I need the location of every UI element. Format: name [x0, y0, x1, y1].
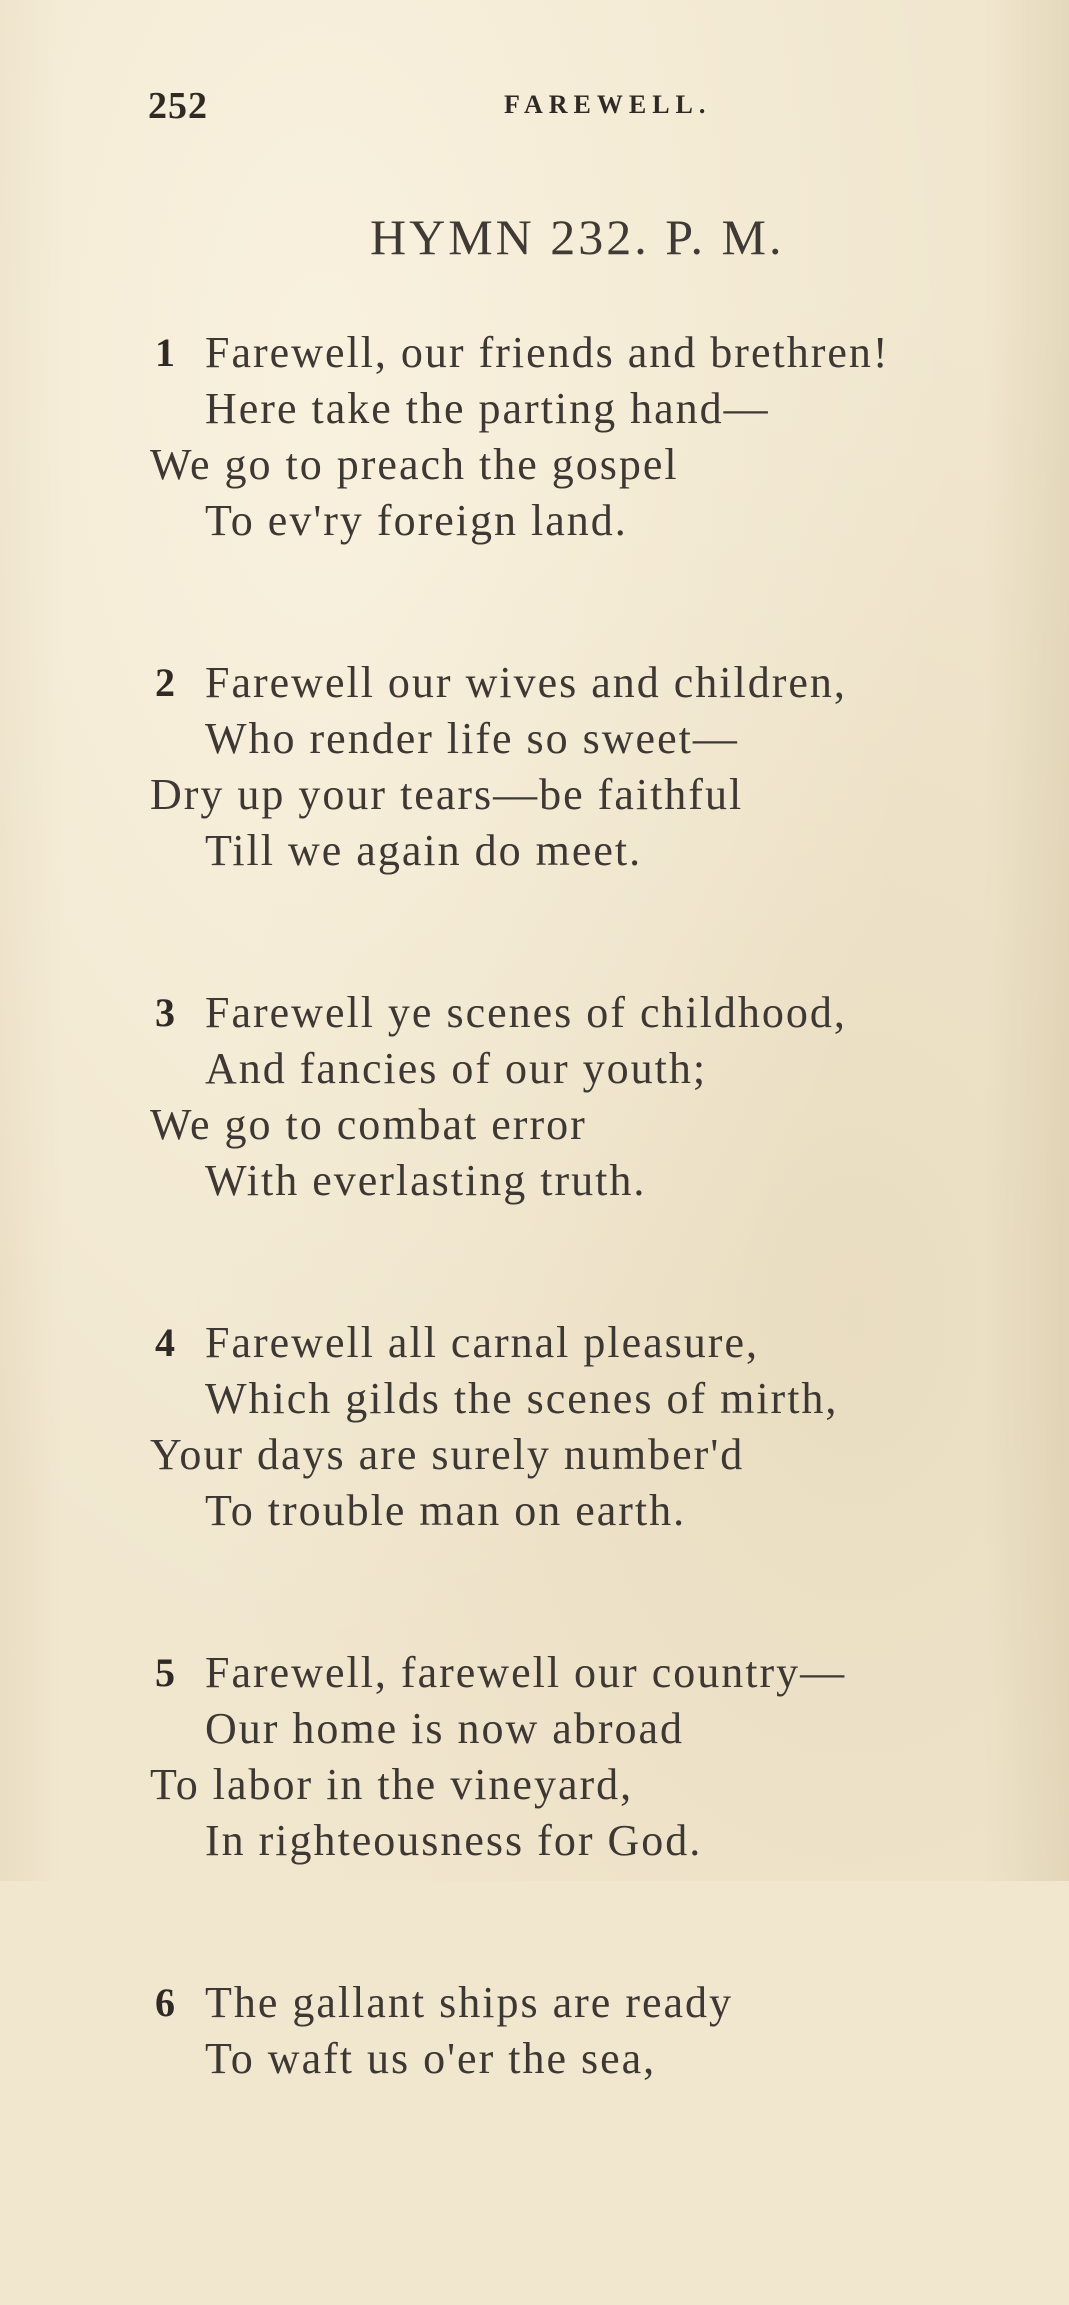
verse-4	[0, 1315, 1069, 1645]
verse-line: Farewell ye scenes of childhood,	[205, 988, 847, 1037]
verse-line: Who render life so sweet—	[205, 714, 739, 763]
page-header	[148, 84, 788, 134]
verse-line: Here take the parting hand—	[205, 384, 770, 433]
verse-1	[0, 325, 1069, 655]
verse-line: Farewell our wives and children,	[205, 658, 847, 707]
verse-number: 3	[155, 990, 175, 1035]
verse-line: The gallant ships are ready	[205, 1978, 734, 2027]
running-head: FAREWELL.	[504, 90, 712, 119]
verse-2	[0, 655, 1069, 985]
verse-line: Till we again do meet.	[205, 826, 643, 875]
verse-line: Farewell all carnal pleasure,	[205, 1318, 759, 1367]
verse-line: Dry up your tears—be faithful	[150, 770, 744, 819]
verse-line: We go to combat error	[150, 1100, 587, 1149]
verses	[0, 325, 1069, 2305]
verse-line: Farewell, our friends and brethren!	[205, 328, 890, 377]
verse-line: In righteousness for God.	[205, 1816, 703, 1865]
verse-line: To ev'ry foreign land.	[205, 496, 628, 545]
verse-number: 5	[155, 1650, 175, 1695]
verse-number: 2	[155, 660, 175, 705]
verse-number: 6	[155, 1980, 175, 2025]
verse-number: 1	[155, 330, 175, 375]
verse-line: Your days are surely number'd	[150, 1430, 745, 1479]
verse-line: To trouble man on earth.	[205, 1486, 687, 1535]
verse-line: Our home is now abroad	[205, 1704, 685, 1753]
verse-line: With everlasting truth.	[205, 1156, 647, 1205]
verse-line: To waft us o'er the sea,	[205, 2034, 657, 2083]
verse-3	[0, 985, 1069, 1315]
verse-line: To labor in the vineyard,	[150, 1760, 634, 1809]
verse-line: We go to preach the gospel	[150, 440, 679, 489]
verse-5	[0, 1645, 1069, 1975]
page-number: 252	[148, 85, 208, 127]
verse-line: Which gilds the scenes of mirth,	[205, 1374, 839, 1423]
verse-line: And fancies of our youth;	[205, 1044, 708, 1093]
hymn-title: HYMN 232. P. M.	[370, 209, 785, 265]
verse-6	[0, 1975, 1069, 2305]
verse-line: Farewell, farewell our country—	[205, 1648, 847, 1697]
verse-number: 4	[155, 1320, 175, 1365]
